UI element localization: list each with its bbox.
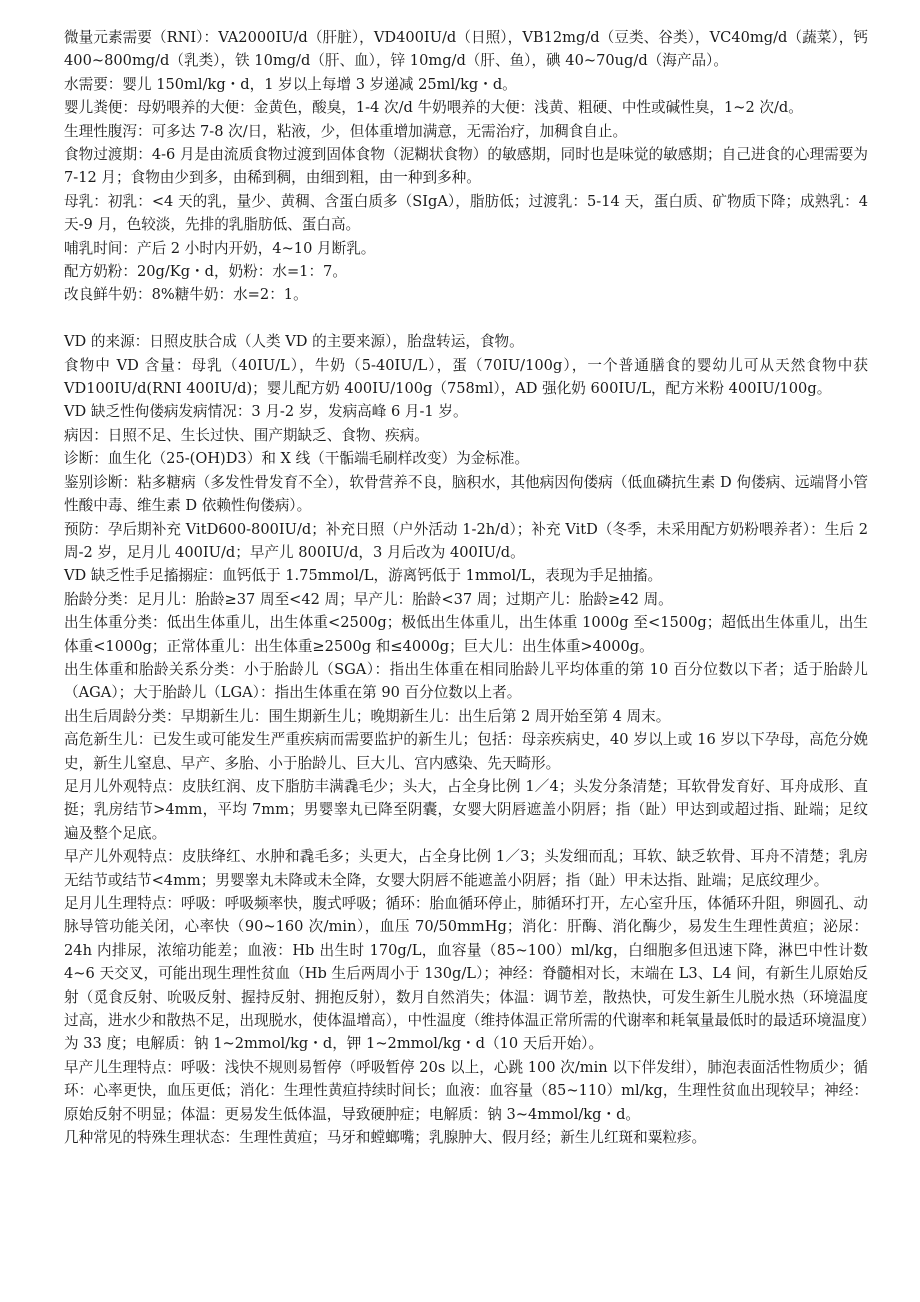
- paragraph-vd-content: 食物中 VD 含量：母乳（40IU/L），牛奶（5-40IU/L），蛋（70IU/100g），一个普通膳食的婴幼儿可从天然食物中获 VD100IU/d(RNI 400IU/d)；婴儿配方奶 400IU/100g（758ml），AD 强化奶 600IU/L，配方米粉 400IU/100g。: [64, 356, 868, 398]
- paragraph-micronutrients: 微量元素需要（RNI）：VA2000IU/d（肝脏），VD400IU/d（日照），VB12mg/d（豆类、谷类），VC40mg/d（蔬菜），钙 400~800mg/d（乳类），铁 10mg/d（肝、血），锌 10mg/d（肝、鱼），碘 40~70ug/d（海产品）。: [64, 29, 868, 70]
- paragraph-special-states: 几种常见的特殊生理状态：生理性黄疸；马牙和螳螂嘴；乳腺肿大、假月经；新生儿红斑和粟粒疹。: [64, 1129, 707, 1147]
- paragraph-diagnosis: 诊断：血生化（25-(OH)D3）和 X 线（干骺端毛刷样改变）为金标准。: [64, 450, 530, 468]
- paragraph-term-appearance: 足月儿外观特点：皮肤红润、皮下脂肪丰满毳毛少；头大，占全身比例 1／4；头发分条清楚；耳软骨发育好、耳舟成形、直挺；乳房结节>4mm，平均 7mm；男婴睾丸已降至阴囊，女婴大阴唇遮盖小阴唇；指（趾）甲达到或超过指、趾端；足纹遍及整个足底。: [64, 777, 868, 842]
- paragraph-tetany: VD 缺乏性手足搐搦症：血钙低于 1.75mmol/L，游离钙低于 1mmol/L，表现为手足抽搐。: [64, 567, 663, 585]
- paragraph-rickets-incidence: VD 缺乏性佝偻病发病情况：3 月-2 岁，发病高峰 6 月-1 岁。: [64, 403, 468, 421]
- paragraph-postnatal-weeks: 出生后周龄分类：早期新生儿：围生期新生儿；晚期新生儿：出生后第 2 周开始至第 4 周末。: [64, 707, 671, 725]
- paragraph-breast-milk: 母乳：初乳：<4 天的乳，量少、黄稠、含蛋白质多（SIgA），脂肪低；过渡乳：5-14 天，蛋白质、矿物质下降；成熟乳：4 天-9 月，色较淡，先排的乳脂肪低、蛋白高。: [64, 192, 868, 234]
- paragraph-formula-milk: 配方奶粉：20g/Kg・d，奶粉：水=1：7。: [64, 263, 347, 281]
- paragraph-birth-weight: 出生体重分类：低出生体重儿，出生体重<2500g；极低出生体重儿，出生体重 1000g 至<1500g；超低出生体重儿，出生体重<1000g；正常体重儿：出生体重≥2500g 和≤4000g；巨大儿：出生体重>4000g。: [64, 614, 868, 655]
- section-spacer: [64, 307, 868, 330]
- section-vitamin-d-newborn: [64, 330, 868, 1149]
- paragraph-physiological-diarrhea: 生理性腹泻：可多达 7-8 次/日，粘液，少，但体重增加满意，无需治疗，加稠食自止。: [64, 122, 628, 140]
- paragraph-prevention: 预防：孕后期补充 VitD600-800IU/d；补充日照（户外活动 1-2h/d）；补充 VitD（冬季，未采用配方奶粉喂养者）：生后 2 周-2 岁，足月儿 400IU/d；早产儿 800IU/d，3 月后改为 400IU/d。: [64, 520, 868, 561]
- paragraph-etiology: 病因：日照不足、生长过快、围产期缺乏、食物、疾病。: [64, 426, 429, 444]
- paragraph-infant-stool: 婴儿粪便：母奶喂养的大便：金黄色，酸臭，1-4 次/d 牛奶喂养的大便：浅黄、粗硬、中性或碱性臭，1~2 次/d。: [64, 99, 803, 117]
- paragraph-water-needs: 水需要：婴儿 150ml/kg・d，1 岁以上每增 3 岁递减 25ml/kg・d。: [64, 75, 517, 93]
- paragraph-high-risk-newborn: 高危新生儿：已发生或可能发生严重疾病而需要监护的新生儿；包括：母亲疾病史，40 岁以上或 16 岁以下孕母，高危分娩史，新生儿窒息、早产、多胎、小于胎龄儿、巨大儿、宫内感染、先天畸形。: [64, 731, 868, 772]
- paragraph-preterm-appearance: 早产儿外观特点：皮肤绛红、水肿和毳毛多；头更大，占全身比例 1／3；头发细而乱；耳软、缺乏软骨、耳舟不清楚；乳房无结节或结节<4mm；男婴睾丸未降或未全降，女婴大阴唇不能遮盖小阴唇；指（趾）甲未达指、趾端；足底纹理少。: [64, 848, 868, 889]
- paragraph-food-transition: 食物过渡期：4-6 月是由流质食物过渡到固体食物（泥糊状食物）的敏感期，同时也是味觉的敏感期；自己进食的心理需要为 7-12 月；食物由少到多，由稀到稠，由细到粗，由一种到多种。: [64, 146, 868, 187]
- paragraph-differential-diagnosis: 鉴别诊断：粘多糖病（多发性骨发育不全），软骨营养不良，脑积水，其他病因佝偻病（低血磷抗生素 D 佝偻病、远端肾小管性酸中毒、维生素 D 依赖性佝偻病）。: [64, 473, 868, 515]
- paragraph-weight-age-relation: 出生体重和胎龄关系分类：小于胎龄儿（SGA）：指出生体重在相同胎龄儿平均体重的第 10 百分位数以下者；适于胎龄儿（AGA）；大于胎龄儿（LGA）：指出生体重在第 90 百分位数以上者。: [64, 660, 868, 702]
- paragraph-modified-cow-milk: 改良鲜牛奶：8%糖牛奶：水=2：1。: [64, 286, 308, 304]
- paragraph-term-physiology: 足月儿生理特点：呼吸：呼吸频率快，腹式呼吸；循环：胎血循环停止，肺循环打开，左心室升压，体循环升阻，卵圆孔、动脉导管功能关闭，心率快（90~160 次/min），血压 70/50mmHg；消化：肝酶、消化酶少，易发生生理性黄疸；泌尿：24h 内排尿，浓缩功能差；血液：Hb 出生时 170g/L，血容量（85~100）ml/kg，白细胞多但迅速下降，淋巴中性计数 4~6 天交叉，可能出现生理性贫血（Hb 生后两周小于 130g/L）；神经：脊髓相对长，末端在 L3、L4 间，有新生儿原始反射（觅食反射、吮吸反射、握持反射、拥抱反射），数月自然消失；体温：调节差，散热快，可发生新生儿脱水热（环境温度过高，进水少和散热不足，出现脱水，使体温增高），中性温度（维持体温正常所需的代谢率和耗氧量最低时的最适环境温度）为 33 度；电解质：钠 1~2mmol/kg・d，钾 1~2mmol/kg・d（10 天后开始）。: [64, 895, 868, 1053]
- paragraph-gestational-age: 胎龄分类：足月儿：胎龄≥37 周至<42 周；早产儿：胎龄<37 周；过期产儿：胎龄≥42 周。: [64, 590, 673, 608]
- paragraph-breastfeeding-time: 哺乳时间：产后 2 小时内开奶，4~10 月断乳。: [64, 239, 376, 257]
- paragraph-preterm-physiology: 早产儿生理特点：呼吸：浅快不规则易暂停（呼吸暂停 20s 以上，心跳 100 次/min 以下伴发绀），肺泡表面活性物质少；循环：心率更快，血压更低；消化：生理性黄疸持续时间长；血液：血容量（85~110）ml/kg，生理性贫血出现较早；神经：原始反射不明显；体温：更易发生低体温，导致硬肿症；电解质：钠 3~4mmol/kg・d。: [64, 1058, 868, 1123]
- paragraph-vd-source: VD 的来源：日照皮肤合成（人类 VD 的主要来源），胎盘转运，食物。: [64, 333, 524, 351]
- section-nutrition: [64, 26, 868, 307]
